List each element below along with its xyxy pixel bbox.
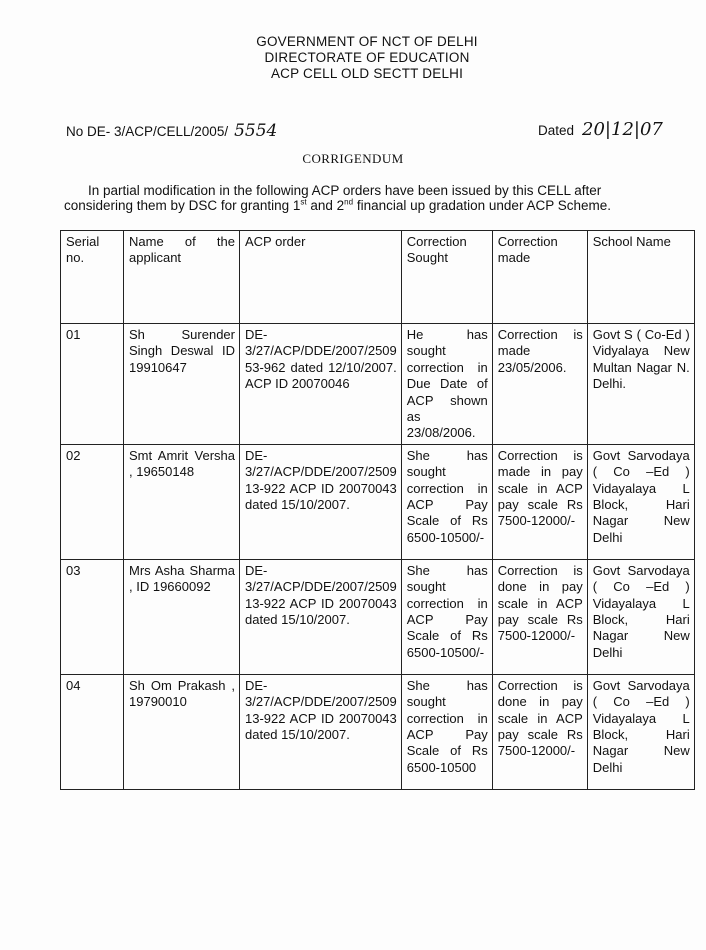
cell-correction-sought: She has sought correction in ACP Pay Scale of Rs 6500-10500/- xyxy=(401,559,492,674)
cell-acp-order: DE-3/27/ACP/DDE/2007/2509 53-962 dated 12/10/2007. ACP ID 20070046 xyxy=(240,324,402,445)
cell-serial: 02 xyxy=(61,444,124,559)
cell-correction-made: Correction is made 23/05/2006. xyxy=(492,324,587,445)
cell-name: Mrs Asha Sharma , ID 19660092 xyxy=(124,559,240,674)
cell-name: Smt Amrit Versha , 19650148 xyxy=(124,444,240,559)
intro-sup-2: nd xyxy=(344,197,354,207)
header-correction-sought: Correction Sought xyxy=(401,231,492,324)
letterhead-line-cell: ACP CELL OLD SECTT DELHI xyxy=(270,66,464,81)
dated-handwritten: 20|12|07 xyxy=(582,119,663,140)
cell-correction-sought: He has sought correction in Due Date of ACP shown as 23/08/2006. xyxy=(401,324,492,445)
header-acp-order: ACP order xyxy=(240,231,402,324)
table-row xyxy=(61,324,695,445)
cell-school-name: Govt S ( Co-Ed ) Vidyalaya New Multan Nagar N. Delhi. xyxy=(587,324,694,445)
dated-field xyxy=(538,119,663,140)
dated-label: Dated xyxy=(538,123,575,138)
intro-text-1: In partial modification in the following ACP orders have been issued by this CELL after considering them by DSC for granting 1 xyxy=(64,183,602,213)
cell-correction-made: Correction is made in pay scale in ACP pay scale Rs 7500-12000/- xyxy=(492,444,587,559)
acp-corrections-table xyxy=(60,230,695,790)
cell-school-name: Govt Sarvodaya ( Co –Ed ) Vidayalaya L Block, Hari Nagar New Delhi xyxy=(587,444,694,559)
reference-number xyxy=(66,121,277,141)
cell-name: Sh Surender Singh Deswal ID 19910647 xyxy=(124,324,240,445)
document-title: CORRIGENDUM xyxy=(302,151,404,166)
letterhead xyxy=(0,34,706,82)
cell-school-name: Govt Sarvodaya ( Co –Ed ) Vidayalaya L Block, Hari Nagar New Delhi xyxy=(587,674,694,789)
table-row xyxy=(61,674,695,789)
cell-serial: 04 xyxy=(61,674,124,789)
intro-text-3: financial up gradation under ACP Scheme. xyxy=(353,198,611,213)
intro-sup-1: st xyxy=(300,197,307,207)
header-correction-made: Correction made xyxy=(492,231,587,324)
cell-correction-sought: She has sought correction in ACP Pay Scale of Rs 6500-10500 xyxy=(401,674,492,789)
cell-correction-made: Correction is done in pay scale in ACP pay scale Rs 7500-12000/- xyxy=(492,674,587,789)
cell-school-name: Govt Sarvodaya ( Co –Ed ) Vidayalaya L Block, Hari Nagar New Delhi xyxy=(587,559,694,674)
header-name: Name of the applicant xyxy=(124,231,240,324)
table-row xyxy=(61,559,695,674)
table-header-row xyxy=(61,231,695,324)
letterhead-line-directorate: DIRECTORATE OF EDUCATION xyxy=(264,50,470,65)
cell-correction-made: Correction is done in pay scale in ACP pay scale Rs 7500-12000/- xyxy=(492,559,587,674)
cell-acp-order: DE-3/27/ACP/DDE/2007/2509 13-922 ACP ID 20070043 dated 15/10/2007. xyxy=(240,674,402,789)
intro-paragraph xyxy=(64,183,644,213)
reference-row xyxy=(66,117,686,141)
table-row xyxy=(61,444,695,559)
cell-serial: 01 xyxy=(61,324,124,445)
cell-acp-order: DE-3/27/ACP/DDE/2007/2509 13-922 ACP ID 20070043 dated 15/10/2007. xyxy=(240,444,402,559)
reference-number-handwritten: 5554 xyxy=(234,121,278,141)
intro-text-2: and 2 xyxy=(306,198,345,213)
cell-correction-sought: She has sought correction in ACP Pay Scale of Rs 6500-10500/- xyxy=(401,444,492,559)
cell-acp-order: DE-3/27/ACP/DDE/2007/2509 13-922 ACP ID 20070043 dated 15/10/2007. xyxy=(240,559,402,674)
cell-serial: 03 xyxy=(61,559,124,674)
reference-number-label: No DE- 3/ACP/CELL/2005/ xyxy=(66,124,229,139)
cell-name: Sh Om Prakash , 19790010 xyxy=(124,674,240,789)
header-serial: Serial no. xyxy=(61,231,124,324)
letterhead-line-government: GOVERNMENT OF NCT OF DELHI xyxy=(256,34,478,49)
header-school-name: School Name xyxy=(587,231,694,324)
